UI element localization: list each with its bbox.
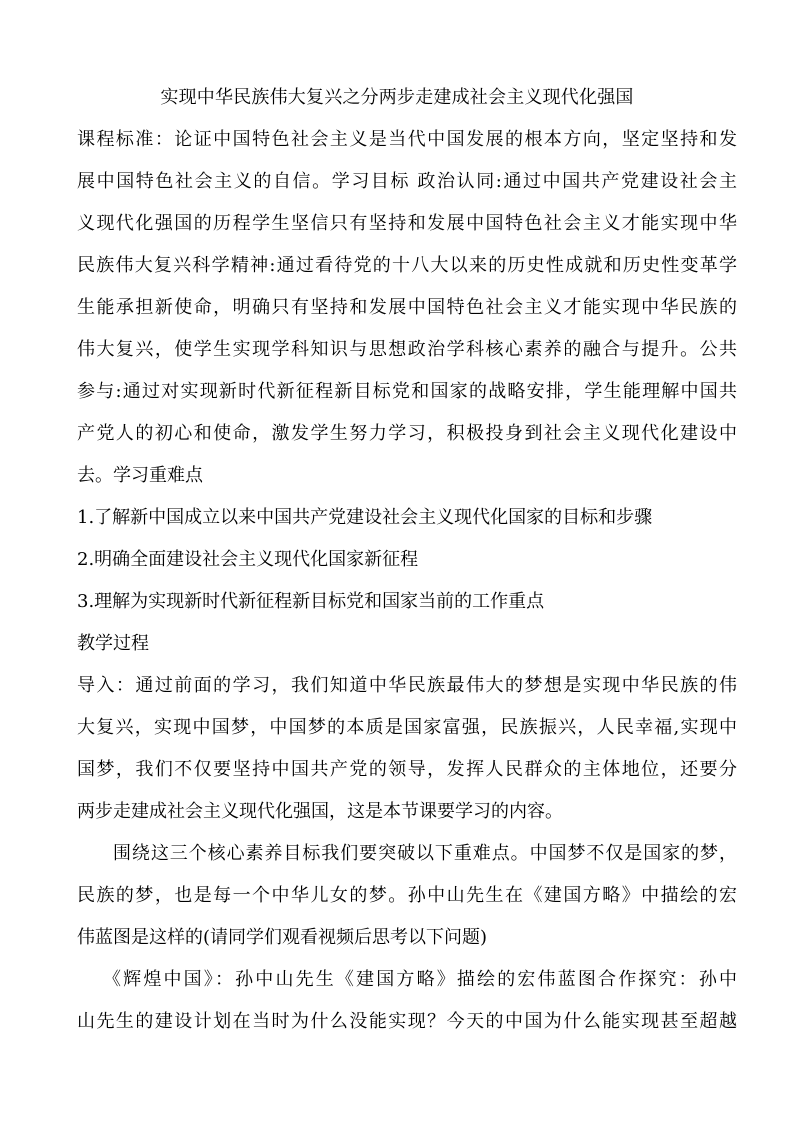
intro-line-4: 两步走建成社会主义现代化强国，这是本节课要学习的内容。 xyxy=(77,801,563,822)
body-line-2: 展中国特色社会主义的自信。学习目标 政治认同:通过中国共产党建设社会主 xyxy=(77,171,737,192)
intro-line-1: 导入：通过前面的学习，我们知道中华民族最伟大的梦想是实现中华民族的伟 xyxy=(77,675,737,696)
paragraph-3-line-2: 山先生的建设计划在当时为什么没能实现？今天的中国为什么能实现甚至超越 xyxy=(77,1011,737,1032)
body-line-3: 义现代化强国的历程学生坚信只有坚持和发展中国特色社会主义才能实现中华 xyxy=(77,213,737,234)
intro-line-3: 国梦，我们不仅要坚持中国共产党的领导，发挥人民群众的主体地位，还要分 xyxy=(77,759,737,780)
body-line-4: 民族伟大复兴科学精神:通过看待党的十八大以来的历史性成就和历史性变革学 xyxy=(77,255,737,276)
body-line-5: 生能承担新使命，明确只有坚持和发展中国特色社会主义才能实现中华民族的 xyxy=(77,297,737,318)
body-line-9: 去。学习重难点 xyxy=(77,465,203,486)
body-line-6: 伟大复兴，使学生实现学科知识与思想政治学科核心素养的融合与提升。公共 xyxy=(77,339,737,360)
document-title: 实现中华民族伟大复兴之分两步走建成社会主义现代化强国 xyxy=(160,87,634,108)
body-line-1: 课程标准：论证中国特色社会主义是当代中国发展的根本方向，坚定坚持和发 xyxy=(77,129,737,150)
intro-line-2: 大复兴，实现中国梦，中国梦的本质是国家富强，民族振兴，人民幸福,实现中 xyxy=(77,717,737,738)
paragraph-2-line-1: 围绕这三个核心素养目标我们要突破以下重难点。中国梦不仅是国家的梦， xyxy=(113,843,737,864)
paragraph-3-line-1: 《辉煌中国》：孙中山先生《建国方略》描绘的宏伟蓝图合作探究：孙中 xyxy=(103,969,737,990)
body-line-7: 参与:通过对实现新时代新征程新目标党和国家的战略安排，学生能理解中国共 xyxy=(77,381,737,402)
list-item-3: 3.理解为实现新时代新征程新目标党和国家当前的工作重点 xyxy=(77,591,545,612)
list-item-1: 1.了解新中国成立以来中国共产党建设社会主义现代化国家的目标和步骤 xyxy=(77,507,653,528)
section-heading: 教学过程 xyxy=(77,633,149,654)
paragraph-2-line-2: 民族的梦，也是每一个中华儿女的梦。孙中山先生在《建国方略》中描绘的宏 xyxy=(77,885,737,906)
body-line-8: 产党人的初心和使命，激发学生努力学习，积极投身到社会主义现代化建设中 xyxy=(77,423,737,444)
paragraph-2-line-3: 伟蓝图是这样的(请同学们观看视频后思考以下问题) xyxy=(77,927,488,948)
list-item-2: 2.明确全面建设社会主义现代化国家新征程 xyxy=(77,549,419,570)
